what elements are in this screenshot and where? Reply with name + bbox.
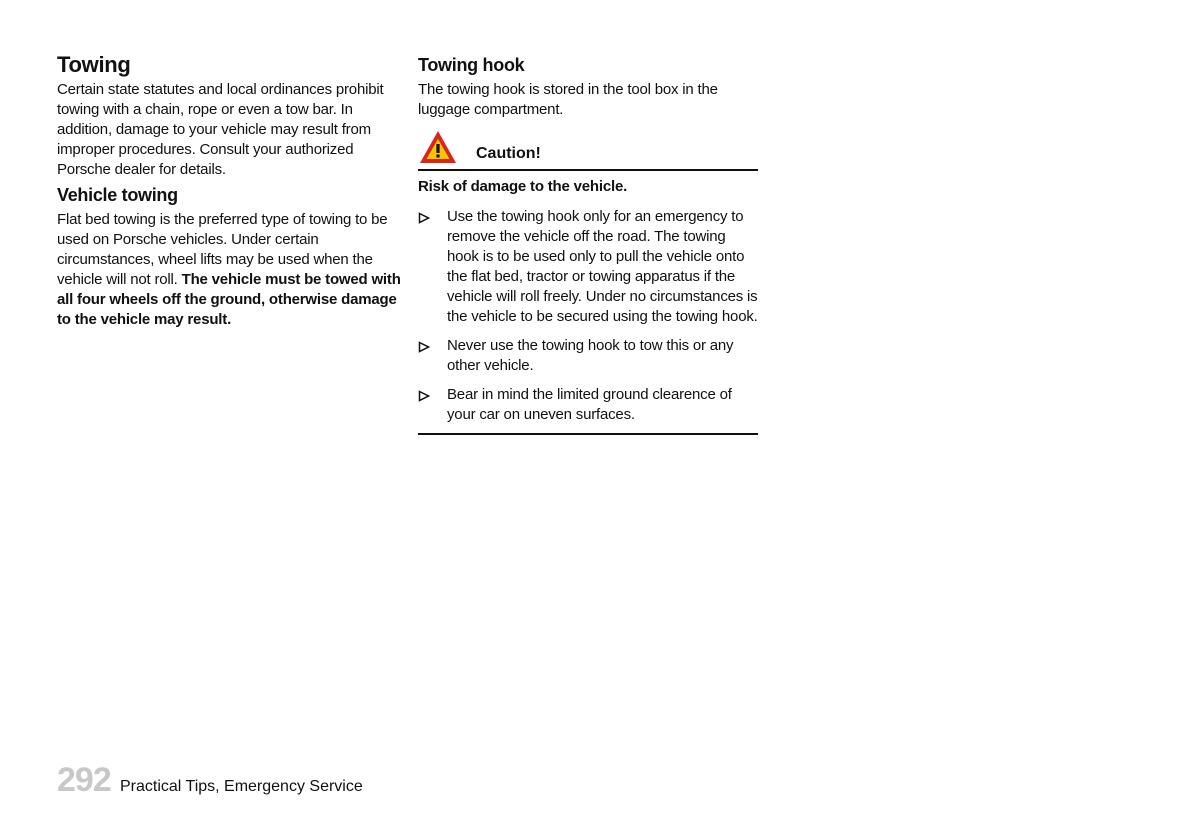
- vehicle-towing-regular: Flat bed towing is the preferred type of towing to be used on Porsche vehicles. Under certain circumstances, wheel lifts may be used when the vehicle will not roll.: [57, 211, 388, 288]
- triangle-bullet-icon: [418, 212, 430, 224]
- triangle-bullet-icon: [418, 341, 430, 353]
- caution-step: [418, 207, 758, 327]
- caution-label: Caution!: [476, 145, 541, 162]
- towing-hook-title: Towing hook: [418, 55, 525, 75]
- towing-title: Towing: [57, 52, 131, 77]
- page-number: 292: [57, 761, 111, 799]
- caution-header: [418, 129, 758, 171]
- left-column: [57, 50, 402, 330]
- caution-steps-list: [418, 207, 758, 435]
- triangle-bullet-icon: [418, 390, 430, 402]
- caution-step-text: Never use the towing hook to tow this or any other vehicle.: [447, 337, 734, 374]
- caution-step: [418, 336, 758, 376]
- towing-intro: Certain state statutes and local ordinances prohibit towing with a chain, rope or even a tow bar. In addition, damage to your vehicle may result from improper procedures. Consult your authorized Porsche dealer for details.: [57, 81, 384, 178]
- towing-hook-text: The towing hook is stored in the tool box in the luggage compartment.: [418, 81, 718, 118]
- vehicle-towing-title: Vehicle towing: [57, 185, 178, 205]
- caution-step-text: Use the towing hook only for an emergency to remove the vehicle off the road. The towing hook is to be used only to pull the vehicle onto the flat bed, tractor or towing apparatus if the vehicle will roll freely. Under no circumstances is the vehicle to be secured using the towing hook.: [447, 208, 758, 325]
- warning-triangle-icon: [418, 129, 458, 165]
- towing-hook-column: [418, 50, 758, 435]
- caution-step: [418, 385, 758, 425]
- vehicle-towing-bold: The vehicle must be towed with all four wheels off the ground, otherwise damage to the vehicle may result.: [57, 271, 401, 328]
- chapter-title: Practical Tips, Emergency Service: [120, 778, 363, 795]
- vehicle-towing-text: [57, 210, 402, 330]
- caution-risk: Risk of damage to the vehicle.: [418, 178, 628, 195]
- caution-step-text: Bear in mind the limited ground clearence of your car on uneven surfaces.: [447, 386, 732, 423]
